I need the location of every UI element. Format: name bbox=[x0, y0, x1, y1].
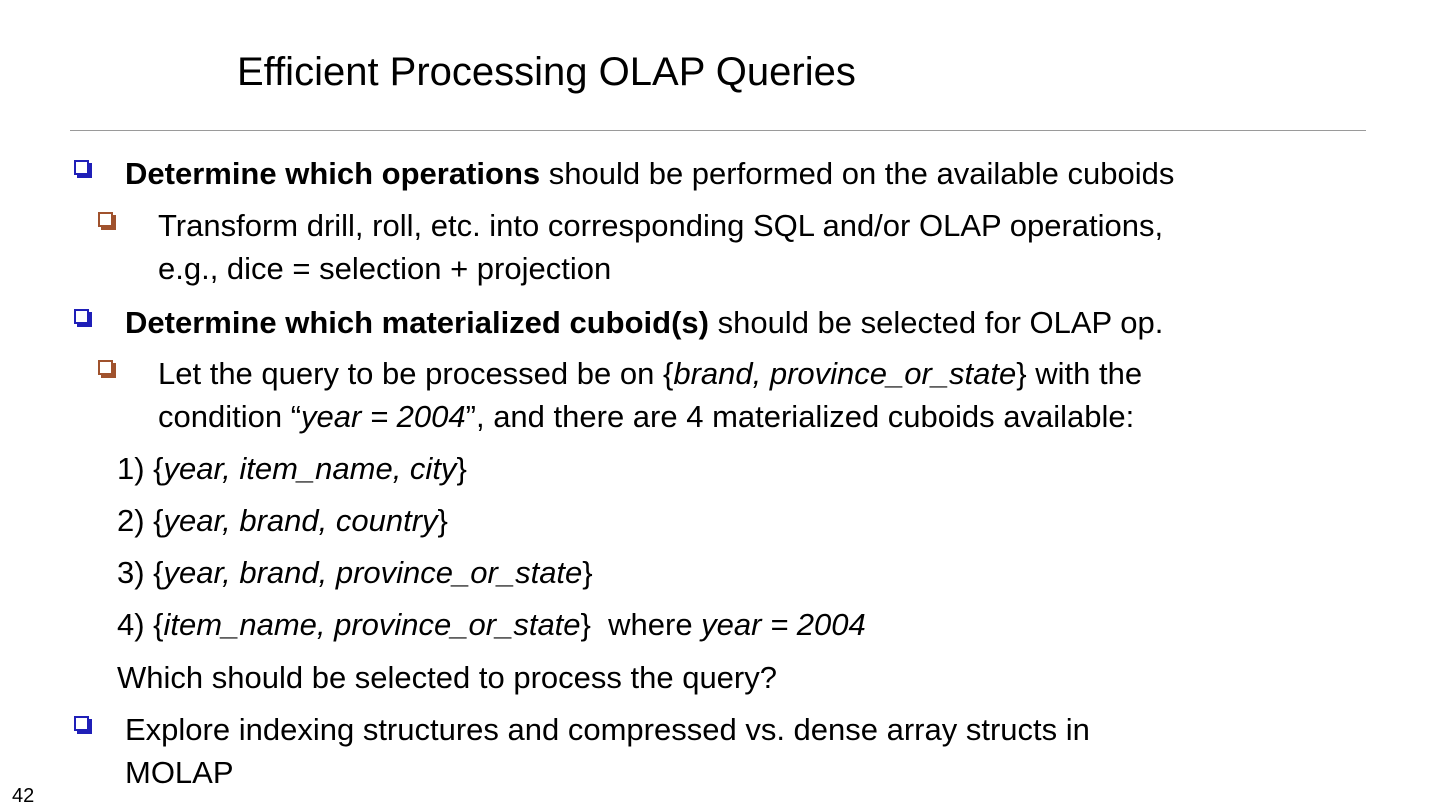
text-segment-italic: item_name, province_or_state bbox=[163, 607, 581, 642]
square-bullet-icon bbox=[98, 212, 113, 227]
text-segment-italic: year = 2004 bbox=[301, 399, 466, 434]
text-segment: ”, and there are 4 materialized cuboids available: bbox=[465, 399, 1135, 434]
text-segment: } bbox=[456, 451, 467, 486]
sub-bullet-2-line-2 bbox=[158, 395, 1134, 438]
text-segment: 4) { bbox=[117, 607, 164, 642]
bullet-3-line-1: Explore indexing structures and compressed vs. dense array structs in bbox=[125, 712, 1090, 747]
bullet-2-text: should be selected for OLAP op. bbox=[708, 305, 1164, 340]
text-segment-italic: year, item_name, city bbox=[163, 451, 457, 486]
text-segment: } bbox=[437, 503, 448, 538]
text-segment: condition “ bbox=[158, 399, 302, 434]
sub-bullet-2-line-1 bbox=[158, 352, 1142, 395]
text-segment: 1) { bbox=[117, 451, 164, 486]
title-divider bbox=[70, 130, 1366, 131]
text-segment: } with the bbox=[1016, 356, 1143, 391]
bullet-2-bold: Determine which materialized cuboid(s) bbox=[125, 305, 709, 340]
text-segment-italic: brand, province_or_state bbox=[673, 356, 1017, 391]
cuboid-item-4 bbox=[117, 603, 866, 646]
text-segment: Let the query to be processed be on { bbox=[158, 356, 674, 391]
bullet-1-text: should be performed on the available cuboids bbox=[540, 156, 1175, 191]
cuboid-item-2 bbox=[117, 499, 448, 542]
square-bullet-icon bbox=[74, 160, 89, 175]
square-bullet-icon bbox=[98, 360, 113, 375]
page-number: 42 bbox=[12, 785, 35, 807]
bullet-1 bbox=[125, 152, 1174, 195]
sub-bullet-1-line-2: e.g., dice = selection + projection bbox=[158, 251, 612, 286]
text-segment: } bbox=[582, 555, 593, 590]
text-segment-italic: year, brand, province_or_state bbox=[163, 555, 583, 590]
cuboid-item-3 bbox=[117, 551, 593, 594]
text-segment: 3) { bbox=[117, 555, 164, 590]
text-segment: } where bbox=[580, 607, 702, 642]
square-bullet-icon bbox=[74, 309, 89, 324]
question-text: Which should be selected to process the query? bbox=[117, 660, 777, 695]
square-bullet-icon bbox=[74, 716, 89, 731]
text-segment-italic: year = 2004 bbox=[701, 607, 866, 642]
cuboid-item-1 bbox=[117, 447, 467, 490]
slide-title: Efficient Processing OLAP Queries bbox=[237, 50, 856, 94]
bullet-2 bbox=[125, 301, 1163, 344]
text-segment-italic: year, brand, country bbox=[163, 503, 438, 538]
sub-bullet-1-line-1: Transform drill, roll, etc. into corresponding SQL and/or OLAP operations, bbox=[158, 208, 1164, 243]
bullet-3-line-2: MOLAP bbox=[125, 755, 234, 790]
bullet-1-bold: Determine which operations bbox=[125, 156, 541, 191]
text-segment: 2) { bbox=[117, 503, 164, 538]
